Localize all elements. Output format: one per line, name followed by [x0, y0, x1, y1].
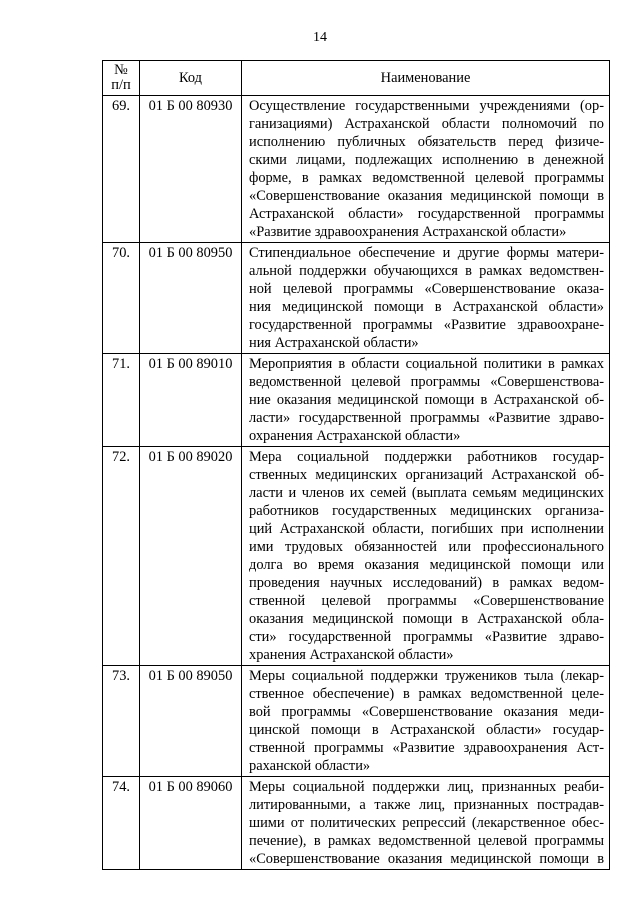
row-number: 69.: [103, 96, 140, 243]
name-line: Стипендиальное обеспечение и другие формы матери-: [249, 245, 604, 261]
name-line: ной целевой программы «Совершенствование оказа-: [249, 281, 604, 297]
name-line: работников государственных медицинских организа-: [249, 503, 604, 519]
name-line: скими лицами, подлежащих исполнению в денежной: [249, 152, 604, 168]
name-line: «Совершенствование оказания медицинской помощи в: [249, 851, 604, 867]
name-line: ния Астраханской области»: [249, 335, 419, 351]
name-line: Астраханской области» государственной программы: [249, 206, 604, 222]
budget-code-table: [102, 60, 610, 870]
row-name: [242, 447, 610, 666]
row-name: [242, 243, 610, 354]
row-code: 01 Б 00 89010: [140, 354, 242, 447]
table-header-row: [103, 61, 610, 96]
name-line: ственное обеспечение) в рамках ведомственной целе-: [249, 686, 604, 702]
name-line: Меры социальной поддержки лиц, признанных реаби-: [249, 779, 604, 795]
name-line: долга во время оказания медицинской помощи или: [249, 557, 604, 573]
name-line: форме, в рамках ведомственной целевой программы: [249, 170, 604, 186]
table-row: [103, 666, 610, 777]
row-code: 01 Б 00 89020: [140, 447, 242, 666]
name-line: Осуществление государственными учреждениями (ор-: [249, 98, 604, 114]
name-line: вой программы «Совершенствование оказания меди-: [249, 704, 604, 720]
table-row: [103, 243, 610, 354]
name-line: государственной программы «Развитие здравоохране-: [249, 317, 604, 333]
table-row: [103, 354, 610, 447]
name-line: ственных медицинских организаций Астраханской об-: [249, 467, 604, 483]
row-name: [242, 666, 610, 777]
name-line: ганизациями) Астраханской области полномочий по: [249, 116, 604, 132]
name-line: Мероприятия в области социальной политики в рамках: [249, 356, 604, 372]
name-line: сти» государственной программы «Развитие здраво-: [249, 629, 604, 645]
name-line: ций Астраханской области, погибших при исполнении: [249, 521, 604, 537]
name-line: литированными, а также лиц, признанных пострадав-: [249, 797, 604, 813]
name-line: проведения научных исследований) в рамках ведом-: [249, 575, 604, 591]
row-number: 73.: [103, 666, 140, 777]
name-line: ласти» государственной программы «Развитие здраво-: [249, 410, 604, 426]
row-code: 01 Б 00 80930: [140, 96, 242, 243]
name-line: Меры социальной поддержки тружеников тыла (лекар-: [249, 668, 604, 684]
row-number: 74.: [103, 777, 140, 870]
name-line: цинской помощи в Астраханской области» государ-: [249, 722, 604, 738]
name-line: раханской области»: [249, 758, 371, 774]
row-number: 70.: [103, 243, 140, 354]
table-row: [103, 447, 610, 666]
name-line: «Развитие здравоохранения Астраханской области»: [249, 224, 567, 240]
name-line: печение), в рамках ведомственной целевой программы: [249, 833, 604, 849]
row-code: 01 Б 00 89050: [140, 666, 242, 777]
row-name: [242, 777, 610, 870]
header-name: Наименование: [242, 61, 610, 96]
name-line: ственной целевой программы «Совершенствование: [249, 593, 604, 609]
name-line: «Совершенствование оказания медицинской помощи в: [249, 188, 604, 204]
page-number: 14: [313, 30, 327, 45]
name-line: ими трудовых обязанностей или профессионального: [249, 539, 604, 555]
name-line: шими от политических репрессий (лекарственное обес-: [249, 815, 604, 831]
table-row: [103, 777, 610, 870]
row-code: 01 Б 00 80950: [140, 243, 242, 354]
row-name: [242, 354, 610, 447]
name-line: ние оказания медицинской помощи в Астраханской об-: [249, 392, 604, 408]
header-code: Код: [140, 61, 242, 96]
name-line: альной поддержки обучающихся в рамках ведомствен-: [249, 263, 604, 279]
name-line: ния медицинской помощи в Астраханской области»: [249, 299, 604, 315]
name-line: ведомственной целевой программы «Совершенствова-: [249, 374, 604, 390]
name-line: охранения Астраханской области»: [249, 428, 461, 444]
header-number: № п/п: [103, 61, 140, 96]
row-name: [242, 96, 610, 243]
name-line: хранения Астраханской области»: [249, 647, 454, 663]
row-number: 71.: [103, 354, 140, 447]
name-line: ственной программы «Развитие здравоохранения Аст-: [249, 740, 604, 756]
table-row: [103, 96, 610, 243]
name-line: исполнению публичных обязательств перед физиче-: [249, 134, 604, 150]
row-code: 01 Б 00 89060: [140, 777, 242, 870]
row-number: 72.: [103, 447, 140, 666]
name-line: ласти и членов их семей (выплата семьям медицинских: [249, 485, 604, 501]
name-line: Мера социальной поддержки работников государ-: [249, 449, 604, 465]
name-line: оказания медицинской помощи в Астраханской обла-: [249, 611, 604, 627]
